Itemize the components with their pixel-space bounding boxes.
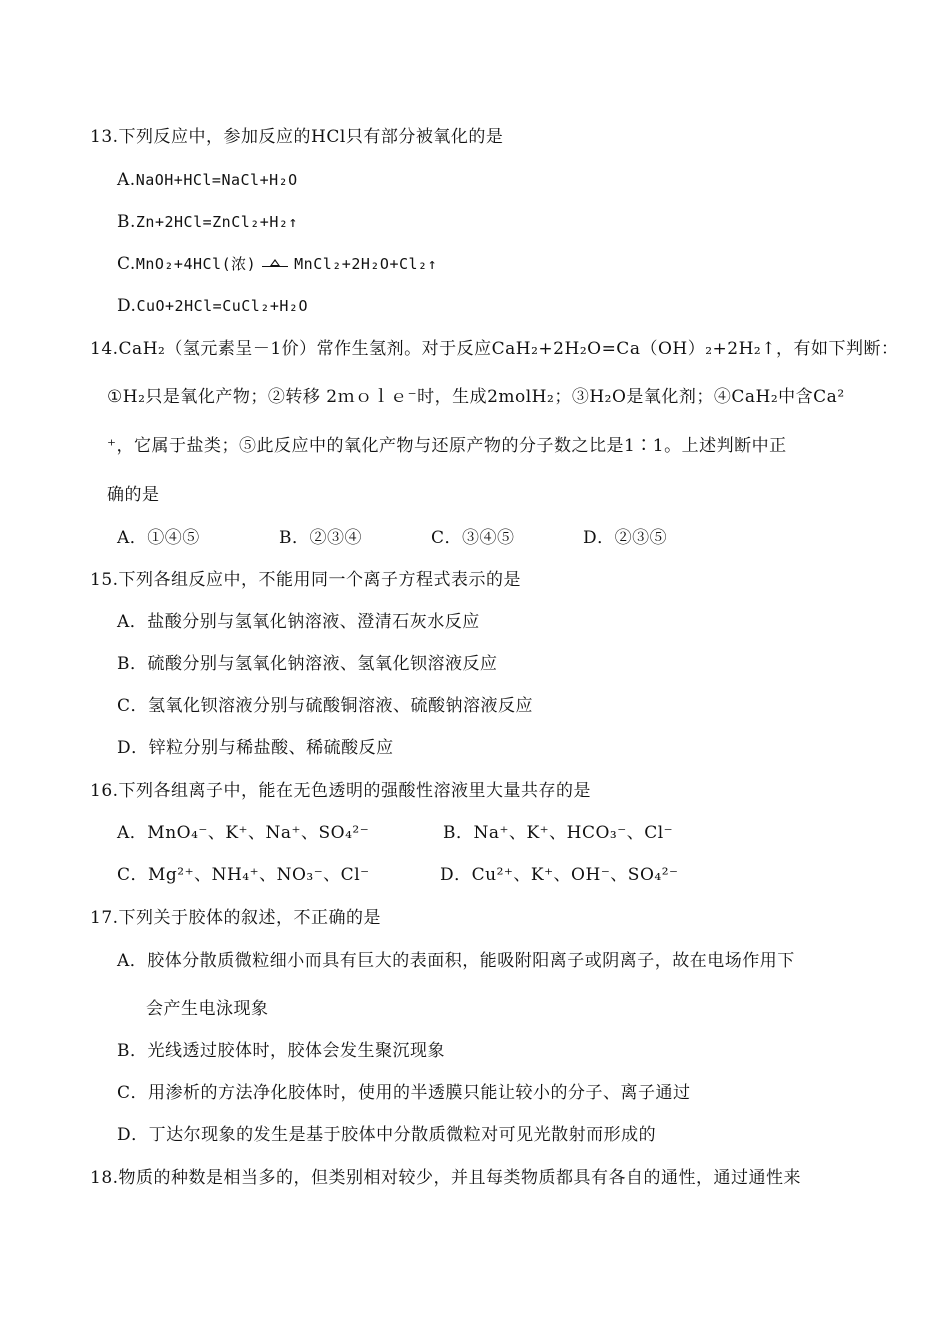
q15-option-c [117, 695, 533, 717]
option-text: Mg²⁺、NH₄⁺、NO₃⁻、Cl⁻ [148, 865, 370, 885]
option-label: C． [117, 865, 149, 885]
heating-triangle-icon [262, 258, 288, 272]
option-text: 胶体分散质微粒细小而具有巨大的表面积，能吸附阳离子或阴离子，故在电场作用下 [147, 951, 795, 971]
question-text: CaH₂（氢元素呈－1价）常作生氢剂。对于反应CaH₂+2H₂O=Ca（OH）₂+2H₂↑，有如下判断： [118, 339, 899, 359]
q13-option-a [117, 169, 298, 191]
option-label: C． [117, 1083, 149, 1103]
option-label: D． [117, 1125, 149, 1145]
option-label: A． [117, 823, 148, 843]
q13-option-c [117, 253, 437, 275]
option-text: 光线透过胶体时，胶体会发生聚沉现象 [147, 1041, 445, 1061]
option-text: 丁达尔现象的发生是基于胶体中分散质微粒对可见光散射而形成的 [148, 1125, 657, 1145]
option-text: 硫酸分别与氢氧化钠溶液、氢氧化钡溶液反应 [147, 654, 498, 674]
q14-option-d [583, 527, 667, 549]
option-text-right: MnCl₂+2H₂O+Cl₂↑ [294, 255, 438, 273]
q13-option-d [117, 295, 308, 317]
option-label: D． [583, 528, 615, 548]
option-text: ②③⑤ [614, 528, 668, 548]
option-text: Na⁺、K⁺、HCO₃⁻、Cl⁻ [473, 823, 674, 843]
question-text: 下列反应中，参加反应的HCl只有部分被氧化的是 [118, 127, 504, 147]
option-text: MnO₄⁻、K⁺、Na⁺、SO₄²⁻ [147, 823, 370, 843]
option-label: A． [117, 612, 148, 632]
q15-option-a [117, 611, 480, 633]
option-text: Zn+2HCl=ZnCl₂+H₂↑ [135, 213, 298, 231]
question-14-line-3: ⁺，它属于盐类；⑤此反应中的氧化产物与还原产物的分子数之比是1∶1。上述判断中正 [107, 436, 787, 456]
q17-option-a-continued: 会产生电泳现象 [146, 999, 269, 1019]
question-16-stem [90, 780, 591, 802]
question-13-stem [90, 126, 503, 148]
option-label: A. [117, 170, 136, 190]
q13-option-b [117, 211, 298, 233]
question-15-stem [90, 569, 521, 591]
option-label: B． [279, 528, 310, 548]
q15-option-b [117, 653, 498, 675]
q17-option-c [117, 1082, 691, 1104]
question-number: 18. [90, 1168, 119, 1188]
option-label: B． [443, 823, 474, 843]
question-number: 15. [90, 570, 119, 590]
option-text: 用渗析的方法净化胶体时，使用的半透膜只能让较小的分子、离子通过 [148, 1083, 691, 1103]
question-number: 17. [90, 908, 119, 928]
question-text: 下列各组离子中，能在无色透明的强酸性溶液里大量共存的是 [118, 781, 592, 801]
q17-option-d [117, 1124, 656, 1146]
option-text: CuO+2HCl=CuCl₂+H₂O [136, 297, 308, 315]
question-14-line-4: 确的是 [107, 485, 160, 505]
q15-option-d [117, 737, 394, 759]
option-text: ③④⑤ [462, 528, 515, 548]
option-label: D． [117, 738, 149, 758]
question-text: 下列关于胶体的叙述，不正确的是 [118, 908, 382, 928]
option-label: A． [117, 951, 148, 971]
question-number: 16. [90, 781, 119, 801]
q14-option-c [431, 527, 515, 549]
option-text: 盐酸分别与氢氧化钠溶液、澄清石灰水反应 [147, 612, 480, 632]
question-17-stem [90, 907, 381, 929]
option-text: NaOH+HCl=NaCl+H₂O [135, 171, 298, 189]
q16-option-c [117, 864, 370, 886]
q14-option-b [279, 527, 362, 549]
option-label: B. [117, 212, 136, 232]
option-label: A． [117, 528, 148, 548]
option-text: 锌粒分别与稀盐酸、稀硫酸反应 [148, 738, 394, 758]
question-number: 14. [90, 339, 119, 359]
question-18-stem [90, 1167, 801, 1189]
option-label: D． [440, 865, 472, 885]
question-text: 物质的种数是相当多的，但类别相对较少，并且每类物质都具有各自的通性，通过通性来 [118, 1168, 802, 1188]
question-14-line-2: ①H₂只是氧化产物；②转移 2ｍｏｌｅ⁻时，生成2molH₂；③H₂O是氧化剂；④CaH₂中含Ca² [107, 387, 845, 407]
q16-option-b [443, 822, 673, 844]
option-label: C． [431, 528, 463, 548]
option-text: ①④⑤ [147, 528, 200, 548]
q17-option-b [117, 1040, 445, 1062]
option-text: 氢氧化钡溶液分别与硫酸铜溶液、硫酸钠溶液反应 [148, 696, 534, 716]
option-text: Cu²⁺、K⁺、OH⁻、SO₄²⁻ [471, 865, 679, 885]
option-label: B． [117, 654, 148, 674]
option-label: C. [117, 254, 136, 274]
option-label: B． [117, 1041, 148, 1061]
q14-option-a [117, 527, 200, 549]
q16-option-a [117, 822, 369, 844]
question-14-stem [90, 338, 898, 360]
option-label: D. [117, 296, 137, 316]
q17-option-a [117, 950, 795, 972]
option-label: C． [117, 696, 149, 716]
question-text: 下列各组反应中，不能用同一个离子方程式表示的是 [118, 570, 522, 590]
option-text-left: MnO₂+4HCl(浓) [135, 255, 257, 273]
question-number: 13. [90, 127, 119, 147]
q16-option-d [440, 864, 678, 886]
option-text: ②③④ [309, 528, 362, 548]
